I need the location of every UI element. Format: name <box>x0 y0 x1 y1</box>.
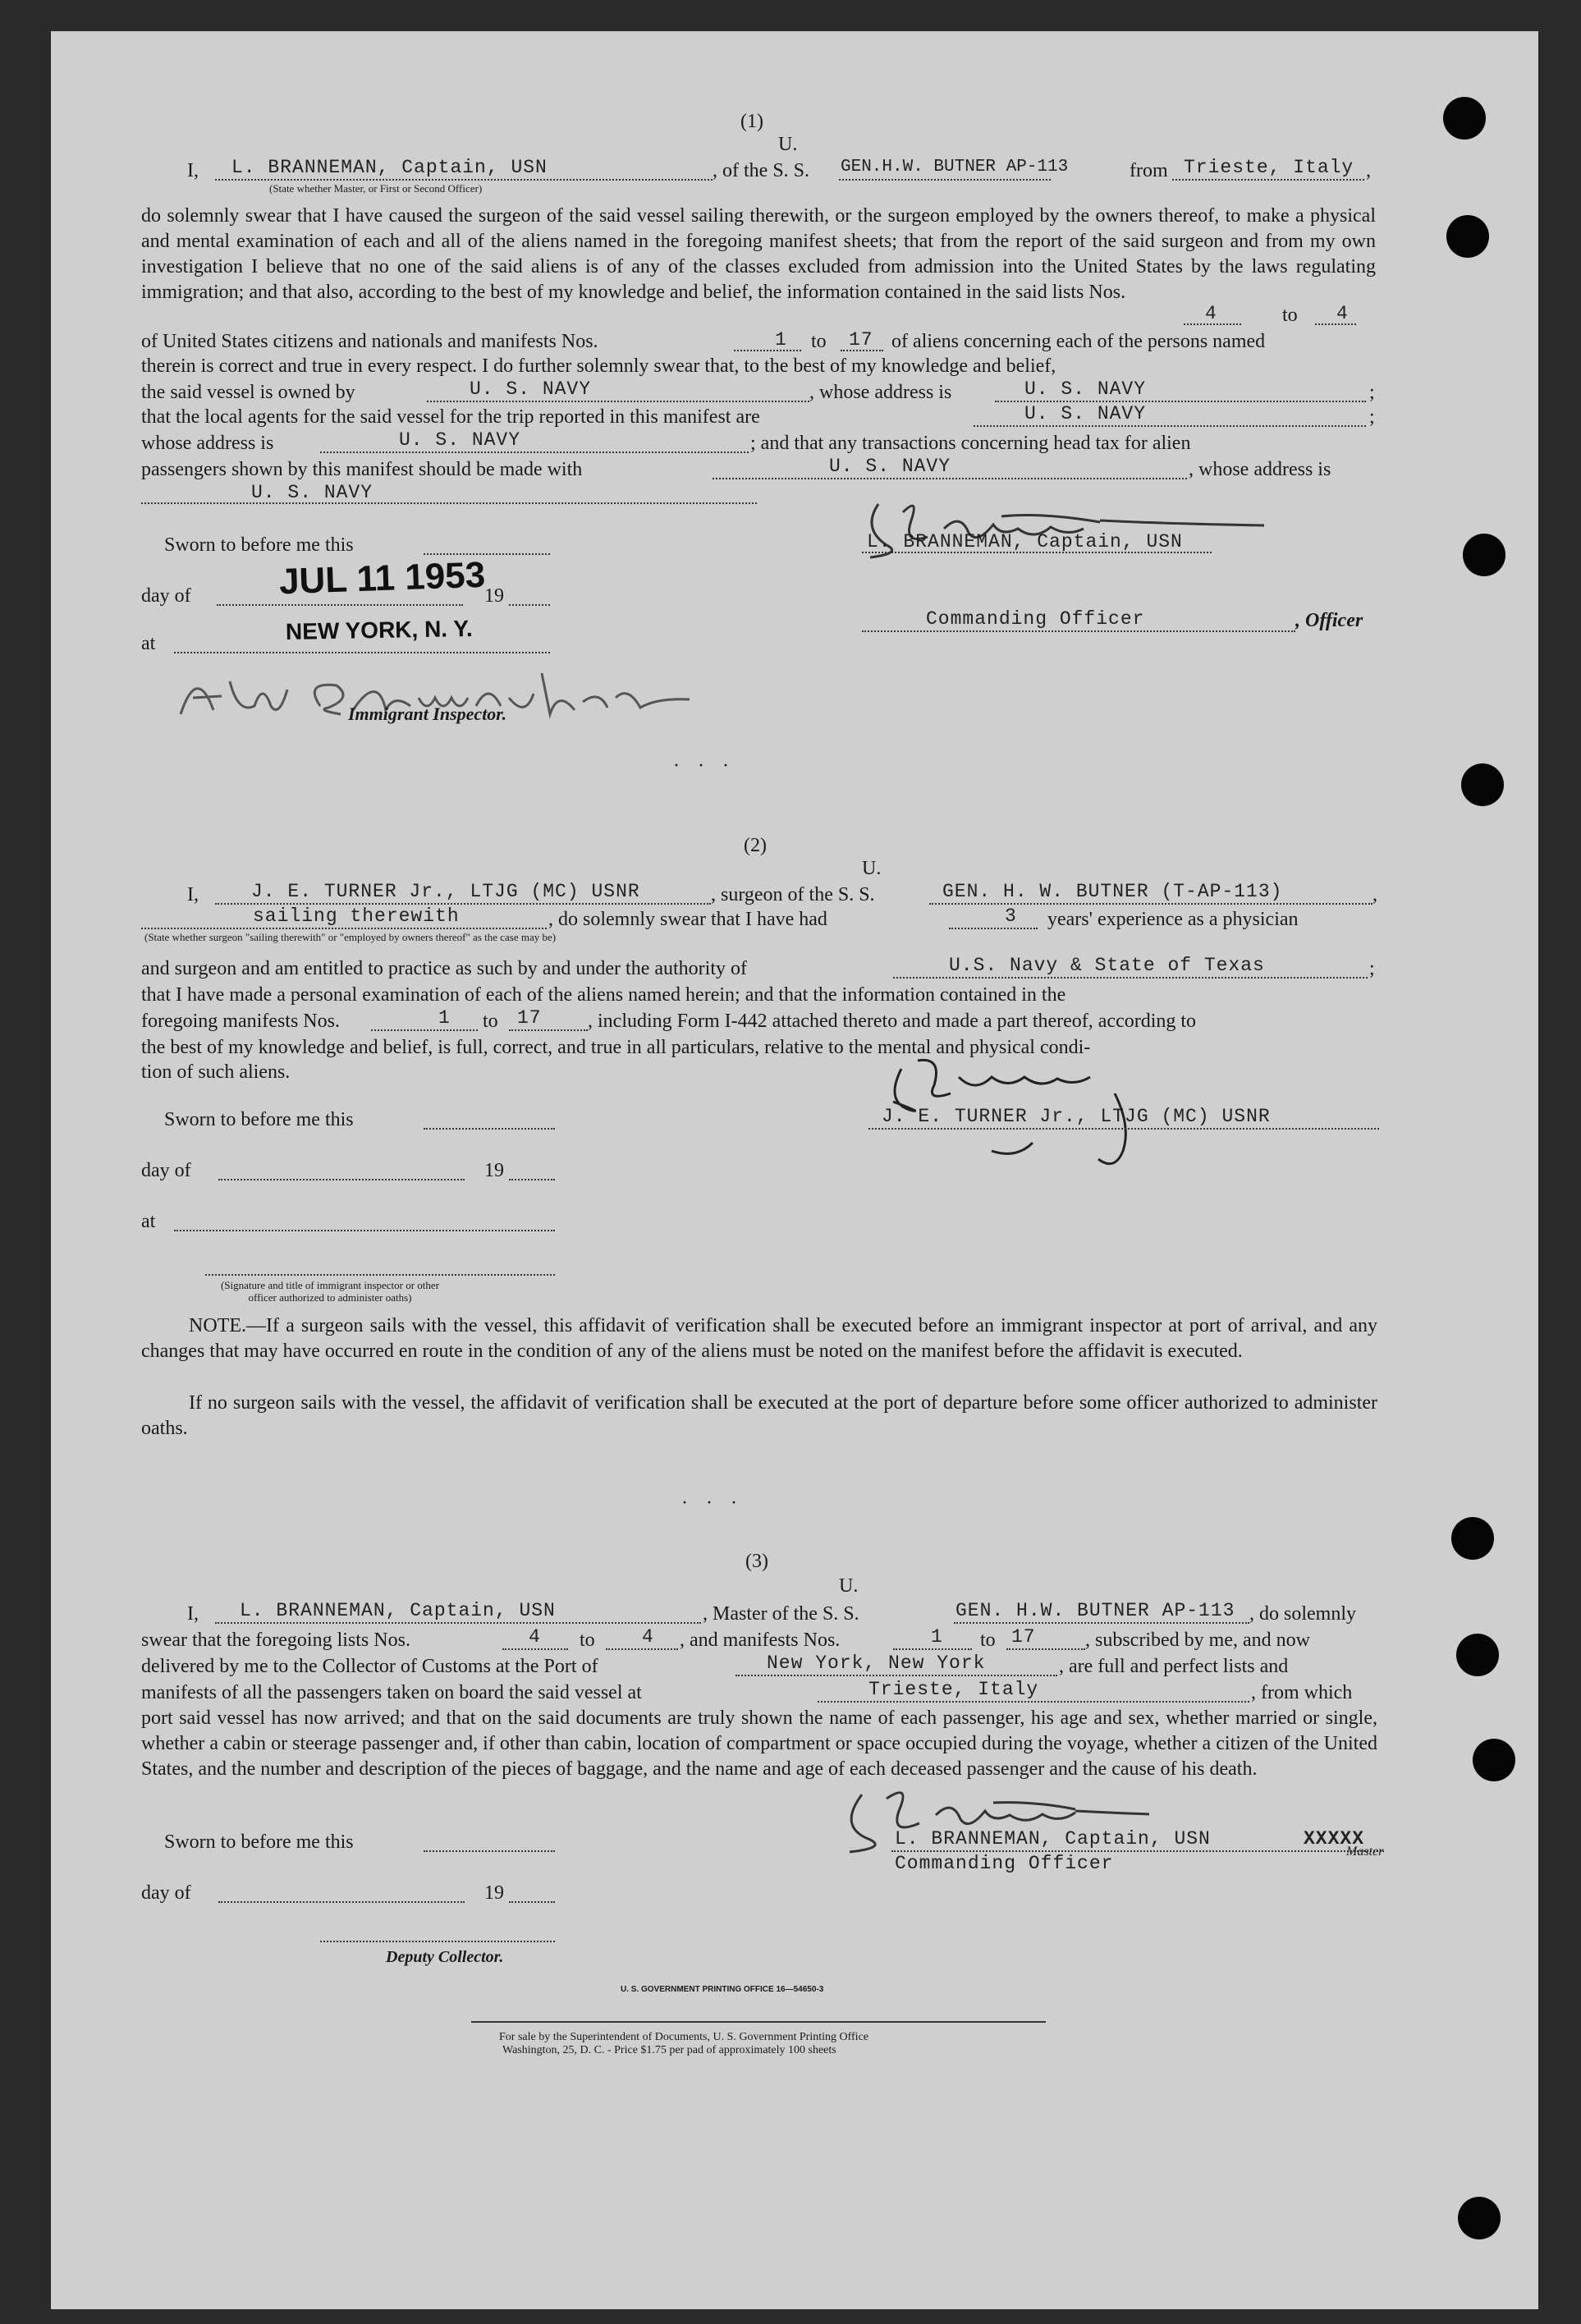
s1-taxparty-line <box>713 478 1187 479</box>
s2-signer: J. E. TURNER Jr., LTJG (MC) USNR <box>882 1106 1271 1127</box>
s2-sworn-line <box>424 1128 555 1130</box>
s2-man-to-line <box>509 1029 588 1031</box>
s1-man-from: 1 <box>775 329 787 351</box>
separator-dots: · · · <box>681 1492 744 1514</box>
footer-sale-1: For sale by the Superintendent of Documents, U. S. Government Printing Office <box>499 2031 868 2043</box>
s1-taxaddr-line <box>141 502 757 504</box>
s1-ship-field: GEN.H.W. BUTNER AP-113 <box>841 158 1069 176</box>
s1-ship-line <box>839 179 1051 181</box>
s3-man-to-line <box>1006 1648 1085 1650</box>
s2-sailing: sailing therewith <box>253 905 460 927</box>
s1-signer-title: Commanding Officer <box>926 608 1145 630</box>
s3-deputy: Deputy Collector. <box>386 1948 504 1966</box>
s3-year-line <box>509 1901 555 1903</box>
s3-deputy-line <box>320 1941 555 1942</box>
s2-i: I, <box>187 884 199 905</box>
s3-sworn-line <box>424 1850 555 1852</box>
s1-year: 19 <box>484 585 504 607</box>
s1-from: from <box>1130 160 1168 181</box>
s3-to-2: to <box>980 1630 996 1651</box>
s2-sig-line <box>205 1274 555 1276</box>
s3-day-line <box>218 1901 465 1903</box>
s1-taxaddr: U. S. NAVY <box>251 482 373 503</box>
s1-of-aliens: of aliens concerning each of the persons named <box>891 331 1266 352</box>
s1-whose-address-is: whose address is <box>141 433 274 454</box>
s1-title-line <box>862 630 1295 632</box>
s3-port: New York, New York <box>767 1652 986 1674</box>
s2-signer-line <box>868 1128 1379 1130</box>
s2-such: tion of such aliens. <box>141 1061 291 1083</box>
s1-passengers: passengers shown by this manifest should be made with <box>141 459 583 480</box>
s2-to: to <box>483 1011 498 1032</box>
s3-man-from-line <box>893 1648 972 1650</box>
s3-ship: GEN. H.W. BUTNER AP-113 <box>955 1600 1235 1621</box>
s1-of-us: of United States citizens and nationals and manifests Nos. <box>141 331 598 352</box>
s1-master-field: L. BRANNEMAN, Captain, USN <box>231 157 548 178</box>
s1-port-field: Trieste, Italy <box>1184 157 1354 178</box>
s2-foregoing: foregoing manifests Nos. <box>141 1011 340 1032</box>
separator-dots: · · · <box>673 755 736 777</box>
s1-day-of: day of <box>141 585 191 607</box>
s2-semi: ; <box>1369 958 1375 979</box>
s2-sig-hint: (Signature and title of immigrant inspector or other officer authorized to administer oaths) <box>220 1279 440 1304</box>
s2-personal: that I have made a personal examination of each of the aliens named herein; and that the information contained in the <box>141 984 1066 1006</box>
s2-at-line <box>174 1230 555 1231</box>
s1-officer: , Officer <box>1295 610 1363 631</box>
s3-ship-line <box>954 1622 1249 1624</box>
s2-year-line <box>509 1179 555 1180</box>
s3-subscribed: , subscribed by me, and now <box>1085 1630 1310 1651</box>
section-1-number: (1) <box>740 111 763 132</box>
s1-man-to: 17 <box>849 329 873 351</box>
s3-lists-to: 4 <box>642 1626 654 1648</box>
s1-taxparty: U. S. NAVY <box>829 456 951 477</box>
section-1-u: U. <box>778 134 798 155</box>
section-3-u: U. <box>839 1575 859 1597</box>
section-3-number: (3) <box>745 1551 768 1572</box>
s1-lists-from: 4 <box>1205 303 1217 324</box>
footer-gpo: U. S. GOVERNMENT PRINTING OFFICE 16—54650-3 <box>621 1985 824 1994</box>
s2-man-to: 17 <box>517 1007 542 1029</box>
s1-agent-line <box>974 425 1366 427</box>
s1-to: to <box>1282 305 1298 326</box>
s3-from-port-line <box>818 1701 1249 1703</box>
s1-owner: U. S. NAVY <box>470 378 592 400</box>
s1-lists-to-line <box>1315 323 1356 325</box>
s3-master-line <box>215 1622 701 1624</box>
s1-sworn-line <box>424 553 550 555</box>
s1-of-ss: , of the S. S. <box>713 160 810 181</box>
s1-signer: L. BRANNEMAN, Captain, USN <box>867 531 1183 552</box>
s2-day-line <box>218 1179 465 1180</box>
s2-at: at <box>141 1211 156 1232</box>
s1-man-from-line <box>734 350 801 351</box>
s1-i: I, <box>187 160 199 181</box>
s2-years-line <box>949 928 1038 929</box>
s3-solemnly: , do solemnly <box>1249 1603 1356 1625</box>
s3-man-to: 17 <box>1011 1626 1036 1648</box>
s2-including: , including Form I-442 attached thereto and made a part thereof, according to <box>588 1011 1197 1032</box>
s3-day-of: day of <box>141 1882 191 1904</box>
s3-to: to <box>580 1630 595 1651</box>
s3-man-from: 1 <box>931 1626 943 1648</box>
s1-date-stamp: JUL 11 1953 <box>278 554 486 603</box>
s2-note-2: If no surgeon sails with the vessel, the affidavit of verification shall be executed at the port of departure before some officer authorized to administer oaths. <box>141 1392 1377 1439</box>
s3-master-label: Master <box>1346 1845 1384 1859</box>
s3-lists-from: 4 <box>529 1626 541 1648</box>
s3-year: 19 <box>484 1882 504 1904</box>
s1-year-line <box>509 604 550 606</box>
s2-authority: and surgeon and am entitled to practice as such by and under the authority of <box>141 958 747 979</box>
s1-inspector-title: Immigrant Inspector. <box>348 704 507 724</box>
s1-day-line <box>217 604 463 606</box>
section-2-u: U. <box>862 858 882 879</box>
s3-manifests-of: manifests of all the passengers taken on board the said vessel at <box>141 1682 642 1703</box>
s2-comma: , <box>1372 884 1377 905</box>
s1-agent-addr-line <box>320 452 749 453</box>
s1-port-line <box>1172 179 1364 181</box>
s3-paragraph: port said vessel has now arrived; and that on the said documents are truly shown the name of each passenger, his age and sex, whether married or single, whether a cabin or steerage passenger and, if other than cabin, location of compartment or space occupied during the voyage, whether a citizen of the United States, and the number and description of the pieces of baggage, and the name and age of each deceased passenger and the cause of his death. <box>141 1707 1377 1780</box>
s1-to-2: to <box>811 331 827 352</box>
s2-ship: GEN. H. W. BUTNER (T-AP-113) <box>942 881 1283 902</box>
s3-master: L. BRANNEMAN, Captain, USN <box>240 1600 556 1621</box>
s3-full: , are full and perfect lists and <box>1059 1656 1289 1677</box>
s3-from-which: , from which <box>1251 1682 1353 1703</box>
s3-lists-from-line <box>502 1648 568 1650</box>
s1-semi-2: ; <box>1369 406 1375 428</box>
s1-sworn: Sworn to before me this <box>164 534 354 556</box>
s1-owner-addr: U. S. NAVY <box>1024 378 1147 400</box>
s3-port-line <box>736 1675 1057 1676</box>
s2-authority-line <box>893 977 1368 979</box>
s3-master-of: , Master of the S. S. <box>703 1603 859 1625</box>
s1-whose-addr: , whose address is <box>809 382 952 403</box>
s2-note-1: NOTE.—If a surgeon sails with the vessel, this affidavit of verification shall be executed before an immigrant inspector at port of arrival, and any changes that may have occurred en route in the condition of any of the aliens must be noted on the manifest before the affidavit is executed. <box>141 1315 1377 1362</box>
s2-surgeon: J. E. TURNER Jr., LTJG (MC) USNR <box>251 881 640 902</box>
s1-owned-by: the said vessel is owned by <box>141 382 355 403</box>
s3-lists-to-line <box>606 1648 678 1650</box>
s1-therein: therein is correct and true in every respect. I do further solemnly swear that, to the best of my knowledge and belief, <box>141 355 1056 377</box>
footer-sale-2: Washington, 25, D. C. - Price $1.75 per pad of approximately 100 sheets <box>502 2044 836 2056</box>
s1-agent: U. S. NAVY <box>1024 403 1147 424</box>
s2-best: the best of my knowledge and belief, is full, correct, and true in all particulars, relative to the mental and physical condi- <box>141 1037 1091 1058</box>
s1-agent-addr: U. S. NAVY <box>399 429 521 451</box>
s3-from-port: Trieste, Italy <box>868 1679 1039 1700</box>
s1-head-tax: ; and that any transactions concerning head tax for alien <box>750 433 1191 454</box>
s1-at: at <box>141 633 156 654</box>
s2-day-of: day of <box>141 1160 191 1181</box>
s1-oath-paragraph: do solemnly swear that I have caused the surgeon of the said vessel sailing therewith, or the surgeon employed by the owners thereof, to make a physical and mental examination of each and all of the aliens named in the foregoing manifest sheets; that from the report of the said surgeon and from my own investigation I believe that no one of the said aliens is of any of the classes excluded from admission into the United States by the laws regulating immigration; and that also, according to the best of my knowledge and belief, the information contained in the said lists Nos. <box>141 205 1376 303</box>
s2-swear: , do solemnly swear that I have had <box>548 909 827 930</box>
s2-years: 3 <box>1005 905 1017 927</box>
s2-authority-val: U.S. Navy & State of Texas <box>949 955 1265 976</box>
s1-lists-to: 4 <box>1336 303 1349 324</box>
s3-and-manifests: , and manifests Nos. <box>680 1630 841 1651</box>
s3-i: I, <box>187 1603 199 1625</box>
s2-sailing-hint: (State whether surgeon "sailing therewith" or "employed by owners thereof" as the case may be) <box>144 931 557 943</box>
s3-sworn: Sworn to before me this <box>164 1831 354 1853</box>
section-2-number: (2) <box>744 835 767 856</box>
s3-delivered: delivered by me to the Collector of Customs at the Port of <box>141 1656 598 1677</box>
s1-agents: that the local agents for the said vessel for the trip reported in this manifest are <box>141 406 760 428</box>
s1-place-stamp: NEW YORK, N. Y. <box>285 616 473 644</box>
s2-sailing-line <box>141 928 547 929</box>
s1-master-hint: (State whether Master, or First or Second Officer) <box>269 182 483 195</box>
s1-comma: , <box>1366 160 1371 181</box>
s2-surgeon-of: , surgeon of the S. S. <box>711 884 875 905</box>
s2-sworn: Sworn to before me this <box>164 1109 354 1130</box>
s1-semi: ; <box>1369 382 1375 403</box>
s2-man-from-line <box>371 1029 478 1031</box>
s3-signer-title: Commanding Officer <box>895 1853 1114 1874</box>
s2-year: 19 <box>484 1160 504 1181</box>
s3-signer: L. BRANNEMAN, Captain, USN <box>895 1828 1211 1850</box>
s2-years-exp: years' experience as a physician <box>1047 909 1299 930</box>
s3-master-struck: XXXXX <box>1304 1828 1365 1850</box>
s1-whose-addr-2: , whose address is <box>1189 459 1331 480</box>
footer-rule <box>471 2021 1046 2023</box>
s2-ship-line <box>929 903 1372 905</box>
s2-man-from: 1 <box>438 1007 451 1029</box>
s1-owner-line <box>427 401 809 402</box>
s3-swear-lists: swear that the foregoing lists Nos. <box>141 1630 410 1651</box>
s1-master-line <box>215 179 713 181</box>
